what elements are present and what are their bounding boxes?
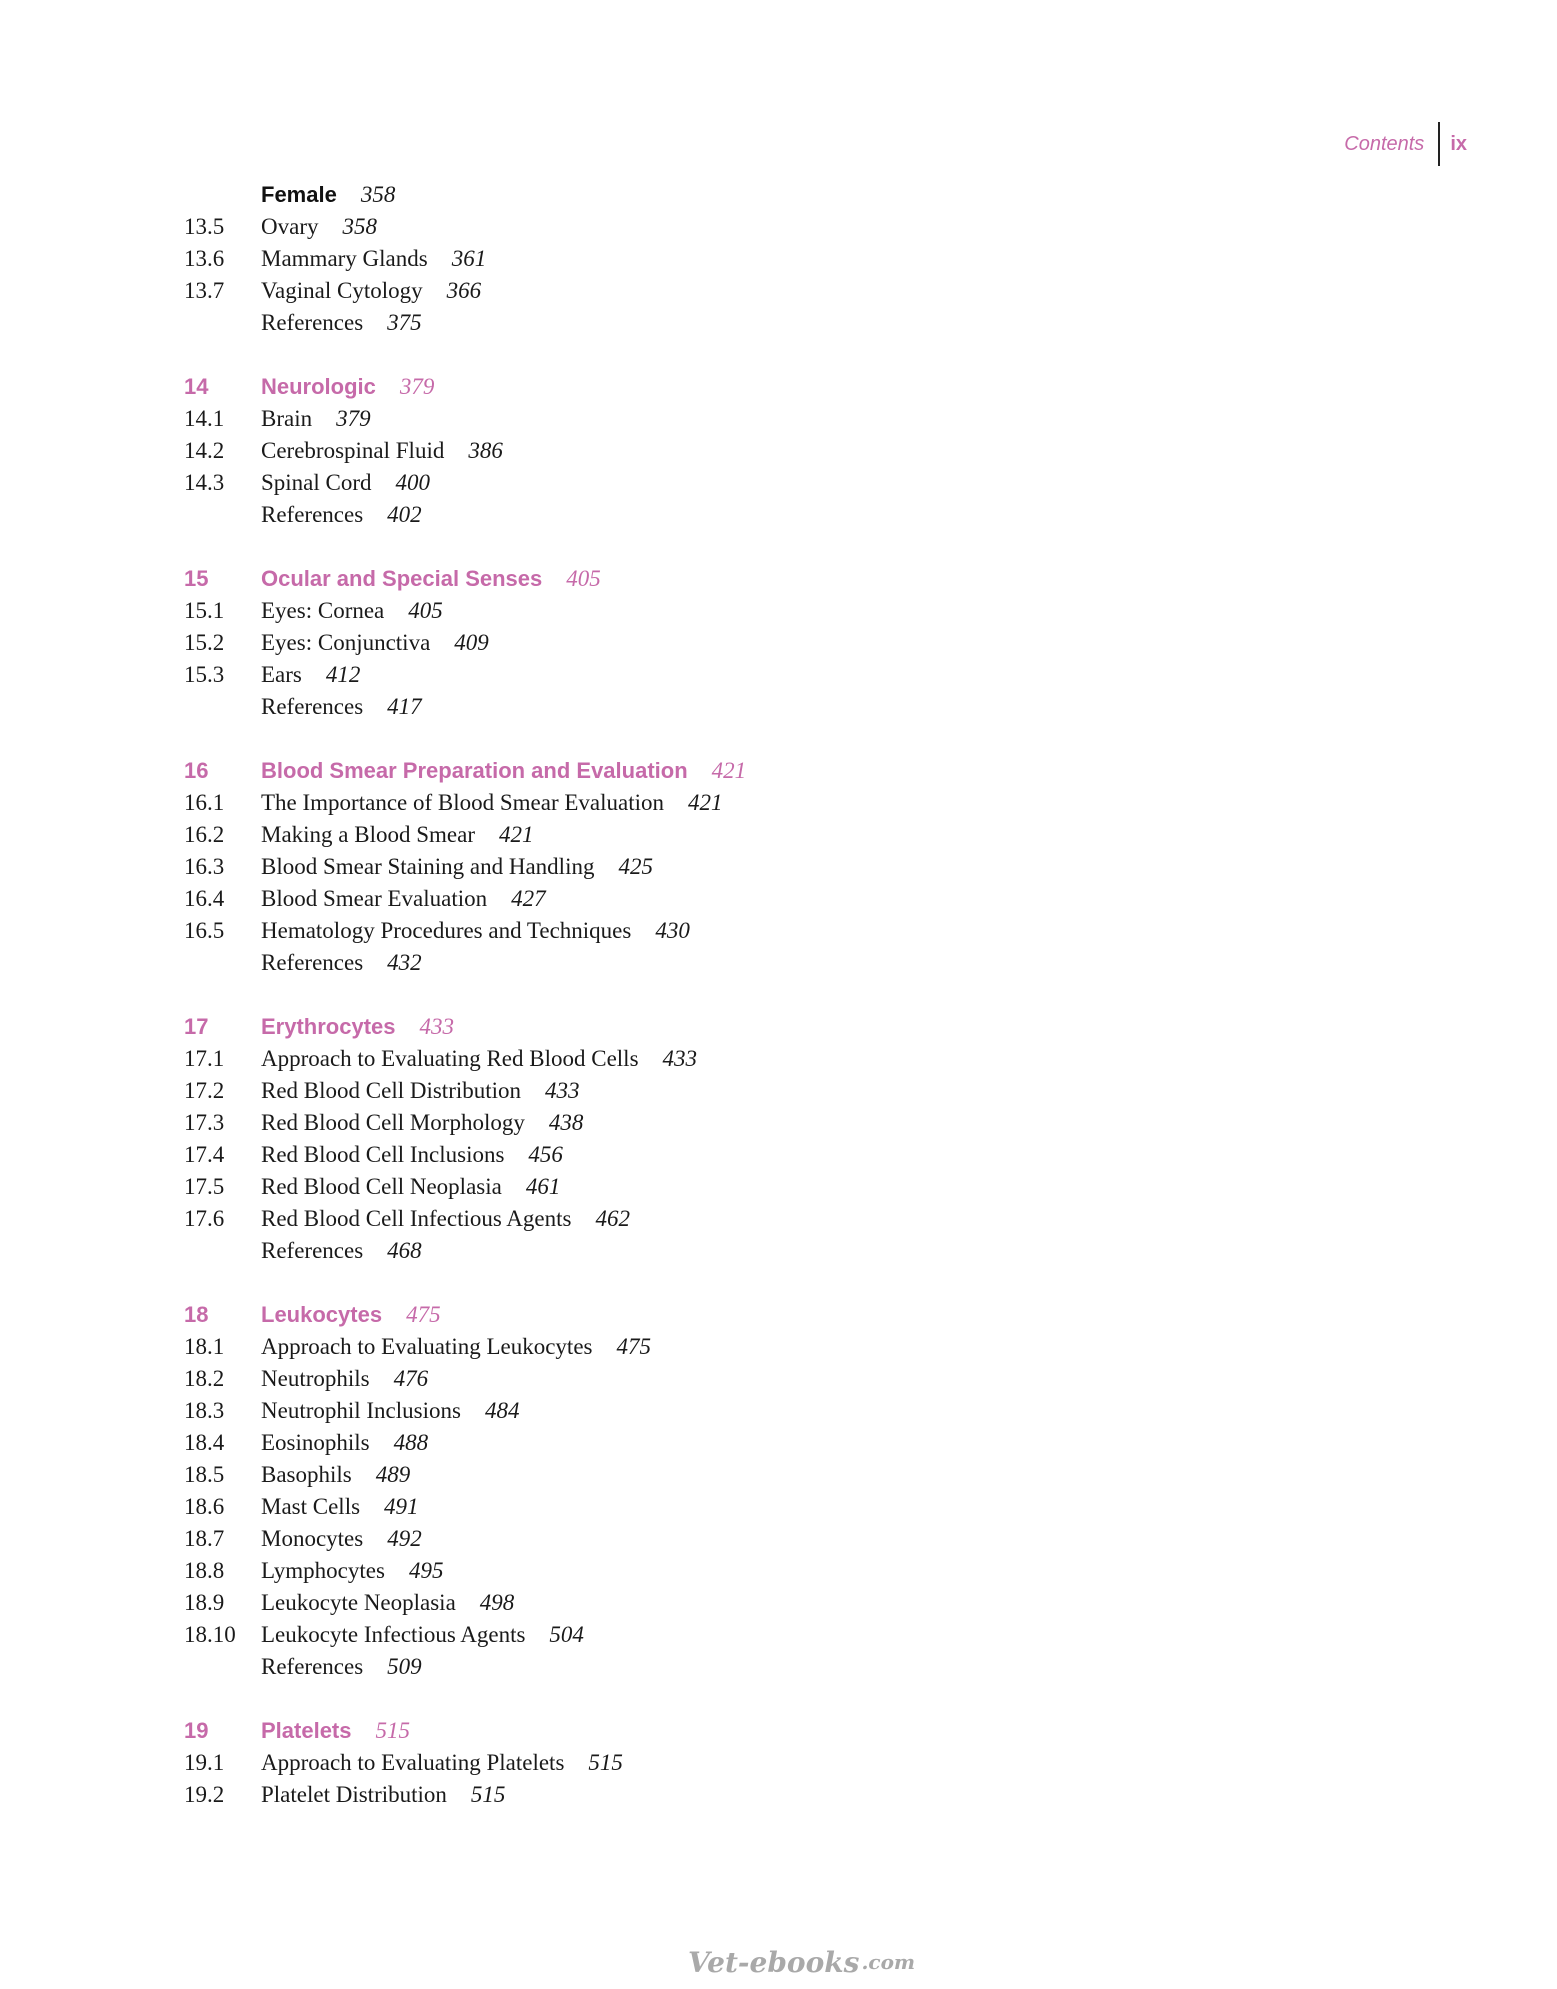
toc-entry-number: 13.6 — [184, 246, 225, 271]
toc-section-entry[interactable] — [184, 659, 1384, 691]
toc-section-entry[interactable] — [184, 1523, 1384, 1555]
toc-entry-title: Eosinophils — [261, 1430, 370, 1455]
toc-entry-page: 515 — [375, 1718, 410, 1743]
toc-entry-page: 417 — [387, 694, 422, 719]
toc-entry-title: Leukocytes — [261, 1302, 383, 1327]
toc-section-entry[interactable] — [184, 275, 1384, 307]
toc-entry-number — [184, 691, 261, 723]
toc-section-entry[interactable] — [184, 627, 1384, 659]
toc-entry-number: 16.2 — [184, 822, 225, 847]
toc-entry-page: 421 — [711, 758, 747, 783]
toc-entry-title: References — [261, 1238, 364, 1263]
toc-entry-title: Hematology Procedures and Techniques — [261, 918, 632, 943]
toc-entry-page: 425 — [618, 854, 653, 879]
toc-entry-number: 13.7 — [184, 278, 225, 303]
toc-entry-page: 484 — [484, 1398, 520, 1423]
toc-entry-number: 18.4 — [184, 1430, 225, 1455]
running-head — [1344, 122, 1467, 166]
toc-section-entry[interactable] — [184, 435, 1384, 467]
toc-entry-number: 19.2 — [184, 1782, 225, 1807]
toc-entry-page: 456 — [528, 1142, 563, 1167]
toc-entry-page: 379 — [336, 406, 371, 431]
page-number: ix — [1450, 132, 1467, 155]
toc-entry-page: 461 — [525, 1174, 561, 1199]
toc-section-entry[interactable] — [184, 1779, 1384, 1811]
toc-entry-title: Eyes: Conjunctiva — [261, 630, 431, 655]
toc-section-entry[interactable] — [184, 211, 1384, 243]
toc-section-entry[interactable] — [184, 1427, 1384, 1459]
toc-entry-page: 409 — [454, 630, 489, 655]
toc-section-entry[interactable] — [184, 1747, 1384, 1779]
toc-entry-page: 462 — [595, 1206, 630, 1231]
toc-entry-number: 15.2 — [184, 630, 225, 655]
toc-entry-page: 515 — [588, 1750, 623, 1775]
toc-section-entry[interactable] — [184, 1395, 1384, 1427]
toc-chapter-entry[interactable] — [184, 755, 1384, 787]
toc-entry-number: 18.9 — [184, 1590, 225, 1615]
toc-section-entry[interactable] — [184, 499, 1384, 531]
toc-entry-title: Leukocyte Infectious Agents — [261, 1622, 526, 1647]
toc-entry-number: 18.1 — [184, 1334, 225, 1359]
toc-entry-page: 432 — [387, 950, 422, 975]
toc-section-entry[interactable] — [184, 307, 1384, 339]
toc-entry-title: Spinal Cord — [261, 470, 372, 495]
toc-entry-page: 515 — [470, 1782, 506, 1807]
toc-entry-title: Red Blood Cell Distribution — [261, 1078, 522, 1103]
toc-entry-title: Approach to Evaluating Red Blood Cells — [261, 1046, 639, 1071]
toc-entry-page: 509 — [387, 1654, 422, 1679]
toc-entry-page: 433 — [419, 1014, 455, 1039]
toc-section-entry[interactable] — [184, 1555, 1384, 1587]
toc-entry-page: 498 — [479, 1590, 515, 1615]
toc-entry-title: Red Blood Cell Infectious Agents — [261, 1206, 572, 1231]
toc-section-entry[interactable] — [184, 1043, 1384, 1075]
toc-section-entry[interactable] — [184, 1491, 1384, 1523]
toc-entry-title: References — [261, 694, 364, 719]
toc-entry-title: Approach to Evaluating Platelets — [261, 1750, 565, 1775]
toc-entry-number: 19.1 — [184, 1750, 225, 1775]
toc-section-entry[interactable] — [184, 595, 1384, 627]
toc-entry-title: Basophils — [261, 1462, 352, 1487]
toc-subheading-entry[interactable] — [184, 179, 1384, 211]
toc-entry-number: 18 — [184, 1302, 209, 1327]
toc-entry-title: Eyes: Cornea — [261, 598, 385, 623]
toc-entry-number: 17.5 — [184, 1174, 225, 1199]
toc-entry-page: 476 — [393, 1366, 429, 1391]
running-head-label: Contents — [1344, 132, 1425, 155]
toc-entry-number: 18.8 — [184, 1558, 225, 1583]
toc-entry-number: 14.2 — [184, 438, 225, 463]
toc-entry-number: 18.7 — [184, 1526, 225, 1551]
watermark-brand: Vet-ebooks — [688, 1945, 860, 1979]
toc-entry-page: 427 — [511, 886, 546, 911]
toc-section-entry[interactable] — [184, 883, 1384, 915]
toc-entry-number: 17.2 — [184, 1078, 225, 1103]
toc-entry-page: 492 — [387, 1526, 422, 1551]
toc-entry-title: Erythrocytes — [261, 1014, 396, 1039]
toc-entry-number: 15 — [184, 566, 209, 591]
toc-entry-page: 438 — [548, 1110, 584, 1135]
toc-entry-page: 366 — [446, 278, 482, 303]
toc-entry-title: The Importance of Blood Smear Evaluation — [261, 790, 665, 815]
toc-section-entry[interactable] — [184, 1075, 1384, 1107]
toc-entry-page: 412 — [325, 662, 361, 687]
toc-entry-title: References — [261, 502, 364, 527]
toc-entry-title: References — [261, 950, 364, 975]
running-head-divider — [1438, 122, 1440, 166]
toc-entry-title: Red Blood Cell Neoplasia — [261, 1174, 502, 1199]
toc-entry-number — [184, 947, 261, 979]
toc-entry-number: 16.4 — [184, 886, 225, 911]
toc-section-entry[interactable] — [184, 1139, 1384, 1171]
toc-entry-number: 14.3 — [184, 470, 225, 495]
toc-entry-number — [184, 179, 261, 211]
toc-entry-number: 18.2 — [184, 1366, 225, 1391]
toc-entry-page: 405 — [566, 566, 601, 591]
toc-entry-page: 488 — [393, 1430, 429, 1455]
toc-section-entry[interactable] — [184, 947, 1384, 979]
toc-entry-page: 402 — [387, 502, 422, 527]
toc-section-entry[interactable] — [184, 243, 1384, 275]
toc-entry-number: 15.1 — [184, 598, 225, 623]
toc-entry-page: 421 — [688, 790, 723, 815]
toc-entry-title: References — [261, 310, 364, 335]
toc-entry-number: 19 — [184, 1718, 209, 1743]
toc-entry-page: 475 — [616, 1334, 651, 1359]
toc-entry-page: 379 — [399, 374, 435, 399]
toc-section-entry[interactable] — [184, 851, 1384, 883]
toc-section-entry[interactable] — [184, 691, 1384, 723]
toc-entry-number: 16 — [184, 758, 209, 783]
toc-entry-page: 375 — [387, 310, 422, 335]
toc-entry-title: Approach to Evaluating Leukocytes — [261, 1334, 593, 1359]
toc-entry-title: Platelet Distribution — [261, 1782, 447, 1807]
toc-section-entry[interactable] — [184, 819, 1384, 851]
toc-entry-number: 17.4 — [184, 1142, 225, 1167]
toc-entry-title: Blood Smear Preparation and Evaluation — [261, 758, 688, 783]
toc-entry-title: Neurologic — [261, 374, 376, 399]
toc-entry-page: 468 — [387, 1238, 422, 1263]
toc-entry-number — [184, 1235, 261, 1267]
toc-entry-page: 386 — [468, 438, 503, 463]
toc-entry-title: Neutrophils — [261, 1366, 370, 1391]
toc-entry-title: Leukocyte Neoplasia — [261, 1590, 456, 1615]
toc-entry-number: 18.5 — [184, 1462, 225, 1487]
toc-section-entry[interactable] — [184, 467, 1384, 499]
toc-entry-title: Monocytes — [261, 1526, 364, 1551]
toc-entry-number: 14.1 — [184, 406, 225, 431]
toc-entry-number: 18.10 — [184, 1622, 236, 1647]
toc-entry-page: 504 — [549, 1622, 584, 1647]
toc-section-entry[interactable] — [184, 1331, 1384, 1363]
toc-section-entry[interactable] — [184, 403, 1384, 435]
toc-entry-title: Ovary — [261, 214, 319, 239]
toc-entry-page: 433 — [662, 1046, 698, 1071]
toc-entry-title: Female — [261, 182, 337, 207]
toc-entry-title: Red Blood Cell Inclusions — [261, 1142, 505, 1167]
toc-entry-title: Lymphocytes — [261, 1558, 385, 1583]
toc-entry-title: Platelets — [261, 1718, 352, 1743]
toc-entry-number: 17.6 — [184, 1206, 225, 1231]
toc-entry-page: 495 — [408, 1558, 444, 1583]
toc-entry-number: 18.3 — [184, 1398, 225, 1423]
toc-section-entry[interactable] — [184, 1651, 1384, 1683]
toc-entry-page: 361 — [451, 246, 487, 271]
toc-entry-page: 491 — [384, 1494, 419, 1519]
toc-entry-number: 17 — [184, 1014, 209, 1039]
toc-entry-page: 358 — [360, 182, 396, 207]
toc-entry-page: 358 — [342, 214, 377, 239]
toc-entry-title: Ears — [261, 662, 302, 687]
toc-chapter-entry[interactable] — [184, 1011, 1384, 1043]
toc-entry-title: Mammary Glands — [261, 246, 428, 271]
watermark-domain: .com — [861, 1950, 916, 1974]
toc-entry-page: 430 — [655, 918, 690, 943]
toc-entry-number — [184, 1651, 261, 1683]
toc-section-entry[interactable] — [184, 1587, 1384, 1619]
toc-entry-number: 17.1 — [184, 1046, 225, 1071]
toc-entry-number — [184, 499, 261, 531]
toc-section-entry[interactable] — [184, 1107, 1384, 1139]
toc-chapter-entry[interactable] — [184, 563, 1384, 595]
toc-entry-title: Mast Cells — [261, 1494, 361, 1519]
toc-entry-number: 17.3 — [184, 1110, 225, 1135]
toc-entry-title: Blood Smear Staining and Handling — [261, 854, 595, 879]
toc-section-entry[interactable] — [184, 1619, 1384, 1651]
toc-entry-number: 15.3 — [184, 662, 225, 687]
toc-entry-title: Cerebrospinal Fluid — [261, 438, 445, 463]
toc-entry-title: Making a Blood Smear — [261, 822, 475, 847]
toc-section-entry[interactable] — [184, 1171, 1384, 1203]
toc-entry-page: 405 — [408, 598, 443, 623]
toc-entry-number: 13.5 — [184, 214, 225, 239]
toc-entry-number — [184, 307, 261, 339]
toc-entry-page: 433 — [545, 1078, 580, 1103]
toc-entry-title: Vaginal Cytology — [261, 278, 423, 303]
toc-section-entry[interactable] — [184, 1459, 1384, 1491]
toc-section-entry[interactable] — [184, 915, 1384, 947]
toc-entry-page: 475 — [406, 1302, 441, 1327]
toc-entry-title: References — [261, 1654, 364, 1679]
toc-entry-title: Neutrophil Inclusions — [261, 1398, 461, 1423]
toc-entry-title: Blood Smear Evaluation — [261, 886, 488, 911]
toc-entry-page: 421 — [499, 822, 534, 847]
toc-chapter-entry[interactable] — [184, 1715, 1384, 1747]
toc-section-entry[interactable] — [184, 1235, 1384, 1267]
toc-chapter-entry[interactable] — [184, 1299, 1384, 1331]
table-of-contents — [184, 179, 1384, 1811]
toc-section-entry[interactable] — [184, 1363, 1384, 1395]
toc-entry-number: 14 — [184, 374, 209, 399]
toc-entry-number: 16.5 — [184, 918, 225, 943]
watermark-logo — [688, 1944, 915, 1980]
toc-entry-title: Brain — [261, 406, 313, 431]
toc-entry-page: 400 — [395, 470, 431, 495]
toc-entry-title: Red Blood Cell Morphology — [261, 1110, 525, 1135]
toc-entry-number: 18.6 — [184, 1494, 225, 1519]
toc-section-entry[interactable] — [184, 787, 1384, 819]
toc-section-entry[interactable] — [184, 1203, 1384, 1235]
toc-chapter-entry[interactable] — [184, 371, 1384, 403]
toc-entry-number: 16.3 — [184, 854, 225, 879]
toc-entry-title: Ocular and Special Senses — [261, 566, 543, 591]
toc-entry-page: 489 — [375, 1462, 411, 1487]
toc-entry-number: 16.1 — [184, 790, 225, 815]
